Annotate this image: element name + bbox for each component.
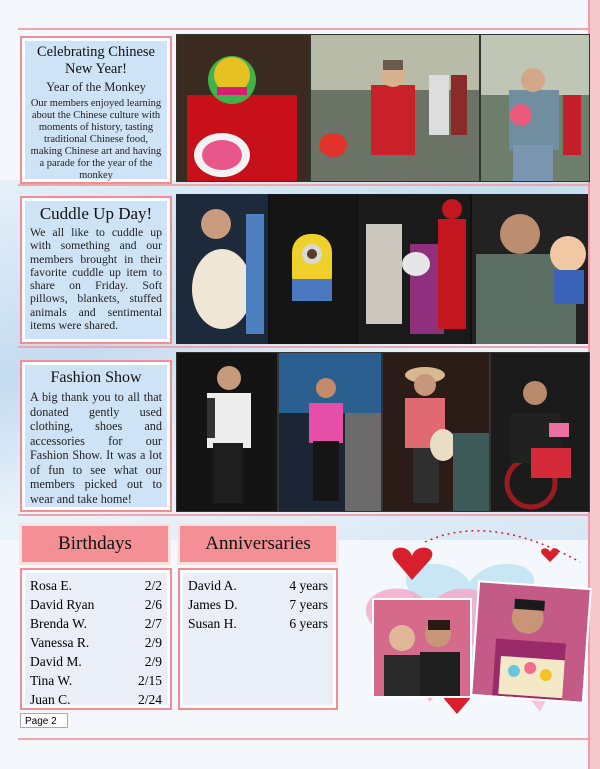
list-item [188, 595, 328, 614]
birthday-date: 2/9 [144, 635, 162, 650]
cuddle-photo-strip [176, 194, 588, 344]
photo-two-women [372, 598, 472, 698]
photo-man-with-card [470, 580, 592, 704]
list-item [30, 671, 162, 690]
photo-woman-fan [480, 34, 590, 182]
birthdays-list [20, 568, 172, 710]
birthday-name: Vanessa R. [30, 635, 90, 650]
cuddle-up-title: Cuddle Up Day! [39, 204, 153, 223]
page-number: Page 2 [20, 713, 68, 728]
birthday-date: 2/6 [144, 597, 162, 612]
list-item [188, 614, 328, 633]
heart-icon [541, 548, 559, 562]
section-divider [18, 346, 588, 348]
cuddle-up-box [20, 196, 172, 344]
photo-fashion-straw-hat [382, 352, 490, 512]
photo-fashion-wheelchair [490, 352, 590, 512]
bottom-rule [18, 738, 588, 740]
anniversary-years: 7 years [289, 597, 328, 612]
fashion-show-title: Fashion Show [50, 369, 142, 386]
birthday-date: 2/9 [144, 654, 162, 669]
birthday-date: 2/15 [137, 673, 162, 688]
photo-fashion-pink-shirt [278, 352, 382, 512]
anniversary-name: James D. [188, 597, 238, 612]
section-divider [18, 184, 588, 186]
list-item [30, 614, 162, 633]
birthday-date: 2/24 [137, 692, 162, 707]
list-item [30, 595, 162, 614]
list-item [30, 633, 162, 652]
list-item [30, 576, 162, 595]
birthday-name: Juan C. [30, 692, 71, 707]
photo-parade-hallway [310, 34, 480, 182]
photo-monkey-mask [176, 34, 310, 182]
birthday-date: 2/7 [144, 616, 162, 631]
birthday-name: David M. [30, 654, 82, 669]
chinese-new-year-body: Our members enjoyed learning about the Chinese culture with moments of history, tasting traditional Chinese food, making Chinese art and having a parade for the year of the monkey [30, 98, 162, 181]
chinese-new-year-title: Celebrating Chinese New Year! [37, 44, 155, 77]
anniversary-years: 4 years [289, 578, 328, 593]
fashion-show-box [20, 360, 172, 512]
birthday-name: David Ryan [30, 597, 95, 612]
anniversary-name: Susan H. [188, 616, 237, 631]
anniversaries-heading: Anniversaries [180, 526, 336, 562]
anniversary-years: 6 years [289, 616, 328, 631]
list-item [30, 690, 162, 709]
anniversary-name: David A. [188, 578, 237, 593]
dotted-swirl [425, 531, 580, 562]
chinese-new-year-box [20, 36, 172, 184]
list-item [188, 576, 328, 595]
birthday-name: Brenda W. [30, 616, 87, 631]
section-divider [18, 514, 588, 516]
photo-fashion-jacket [176, 352, 278, 512]
birthday-name: Rosa E. [30, 578, 72, 593]
top-rule [18, 28, 588, 30]
anniversaries-list [178, 568, 338, 710]
fashion-show-body: A big thank you to all that donated gently used clothing, shoes and accessories for our Fashion Show. It was a lot of fun to see what our members picked out to wear and take home! [30, 390, 162, 506]
birthdays-heading: Birthdays [22, 526, 168, 562]
birthday-date: 2/2 [144, 578, 162, 593]
cuddle-up-body: We all like to cuddle up with something and our members brought in their favorite cuddle up item to share on Friday. Soft pillows, blankets, stuffed animals and sentimental items were shared. [30, 225, 162, 333]
birthday-name: Tina W. [30, 673, 73, 688]
list-item [30, 652, 162, 671]
chinese-new-year-subtitle: Year of the Monkey [46, 80, 146, 94]
